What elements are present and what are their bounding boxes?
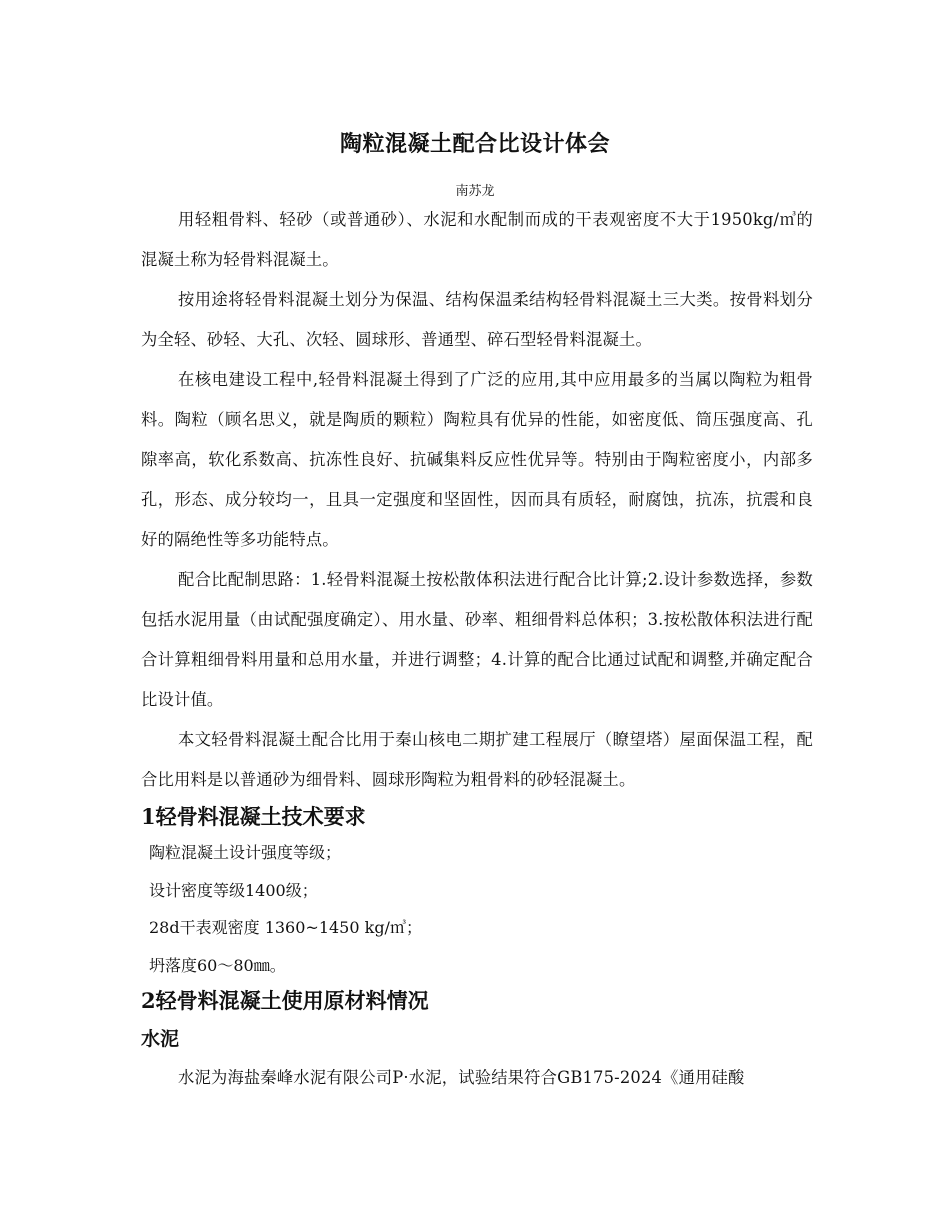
document-author: 南苏龙 xyxy=(455,184,495,199)
section-2-heading: 2轻骨料混凝土使用原材料情况 xyxy=(141,988,429,1013)
cement-paragraph: 水泥为海盐秦峰水泥有限公司P·水泥，试验结果符合GB175-2024《通用硅酸 xyxy=(178,1068,745,1087)
intro-paragraph-5: 本文轻骨料混凝土配合比用于秦山核电二期扩建工程展厅（瞭望塔）屋面保温工程，配合比用料是以普通砂为细骨料、圆球形陶粒为粗骨料的砂轻混凝土。 xyxy=(141,730,813,789)
intro-paragraph-4: 配合比配制思路：1.轻骨料混凝土按松散体积法进行配合比计算;2.设计参数选择，参数包括水泥用量（由试配强度确定）、用水量、砂率、粗细骨料总体积；3.按松散体积法进行配合计算粗细骨料用量和总用水量，并进行调整；4.计算的配合比通过试配和调整,并确定配合比设计值。 xyxy=(141,570,813,709)
intro-paragraph-3: 在核电建设工程中,轻骨料混凝土得到了广泛的应用,其中应用最多的当属以陶粒为粗骨料。陶粒（顾名思义，就是陶质的颗粒）陶粒具有优异的性能，如密度低、筒压强度高、孔隙率高，软化系数高、抗冻性良好、抗碱集料反应性优异等。特别由于陶粒密度小，内部多孔，形态、成分较均一，且具一定强度和坚固性，因而具有质轻，耐腐蚀，抗冻，抗震和良好的隔绝性等多功能特点。 xyxy=(141,370,813,549)
requirement-strength-grade: 陶粒混凝土设计强度等级； xyxy=(149,843,342,862)
requirement-slump: 坍落度60～80㎜。 xyxy=(149,955,286,975)
section-1-heading: 1轻骨料混凝土技术要求 xyxy=(141,804,366,829)
requirement-density-grade: 设计密度等级1400级； xyxy=(149,880,318,900)
intro-paragraph-1: 用轻粗骨料、轻砂（或普通砂）、水泥和水配制而成的干表观密度不大于1950kg/㎥的混凝土称为轻骨料混凝土。 xyxy=(141,210,813,269)
intro-paragraph-2: 按用途将轻骨料混凝土划分为保温、结构保温柔结构轻骨料混凝土三大类。按骨料划分为全轻、砂轻、大孔、次轻、圆球形、普通型、碎石型轻骨料混凝土。 xyxy=(141,290,813,349)
requirement-dry-density: 28d干表观密度 1360~1450 kg/㎥； xyxy=(149,918,422,937)
technical-requirements-list xyxy=(141,834,813,984)
document-body xyxy=(141,200,813,1098)
document-title: 陶粒混凝土配合比设计体会 xyxy=(339,131,610,157)
cement-subheading: 水泥 xyxy=(141,1028,180,1050)
